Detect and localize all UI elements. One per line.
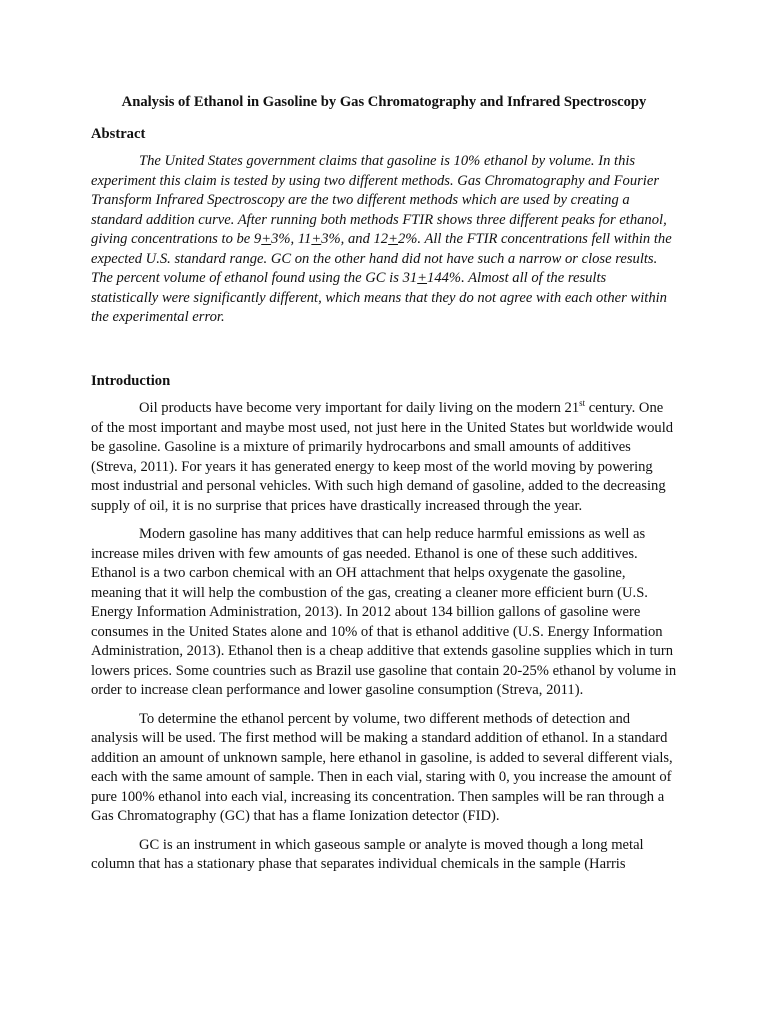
abstract-paragraph [91,152,677,328]
plus-minus-4: + [417,270,428,286]
document-title: Analysis of Ethanol in Gasoline by Gas Chromatography and Infrared Spectroscopy [121,94,647,110]
intro-paragraph-1 [91,399,677,516]
document-body [91,91,677,884]
abstract-heading: Abstract [91,125,146,142]
intro-p1-text-b: century. One of the most important and maybe most used, not just here in the United States but worldwide would be gasoline. Gasoline is a mixture of primarily hydrocarbons and small amounts of additives (Streva, 2011). For years it has generated energy to keep most of the world moving by powering most industrial and personal vehicles. With such high demand of gasoline, added to the decreasing supply of oil, it is no surprise that prices have drastically increased through the year. [91,400,674,514]
abstract-text-a: The United States government claims that gasoline is 10% ethanol by volume. In this experiment this claim is tested by using two different methods. Gas Chromatography and Fourier Transform Infrared Spectroscopy are the two different methods which are used by creating a standard addition curve. After running both methods FTIR shows three different peaks for ethanol, giving concentrations to be 9 [91,153,667,247]
intro-p1-text-a: Oil products have become very important for daily living on the modern 21 [139,400,580,416]
plus-minus-2: + [311,231,322,247]
abstract-text-b: 3%, 11 [271,231,312,247]
abstract-text-e: 144%. Almost all of the results statistically were significantly different, which means that they do not agree with each other within the experimental error. [91,270,667,325]
ordinal-superscript: st [579,398,586,409]
introduction-heading: Introduction [91,372,171,389]
intro-paragraph-2: Modern gasoline has many additives that can help reduce harmful emissions as well as increase miles driven with few amounts of gas needed. Ethanol is one of these such additives. Ethanol is a two carbon chemical with an OH attachment that helps oxygenate the gasoline, meaning that it will help the combustion of the gas, creating a cleaner more efficient burn (U.S. Energy Information Administration, 2013). In 2012 about 134 billion gallons of gasoline were consumes in the United States alone and 10% of that is ethanol additive (U.S. Energy Information Administration, 2013). Ethanol then is a cheap additive that extends gasoline supplies which in turn lowers prices. Some countries such as Brazil use gasoline that contain 20-25% ethanol by volume in order to increase clean performance and lower gasoline consumption (Streva, 2011). [91,526,677,698]
abstract-text-d: 2%. All the FTIR concentrations fell within the expected U.S. standard range. GC on the other hand did not have such a narrow or close results. The percent volume of ethanol found using the GC is 31 [91,231,672,286]
intro-paragraph-3: To determine the ethanol percent by volume, two different methods of detection and analysis will be used. The first method will be making a standard addition of ethanol. In a standard addition an amount of unknown sample, here ethanol in gasoline, is added to several different vials, each with the same amount of sample. Then in each vial, staring with 0, you increase the amount of pure 100% ethanol into each vial, increasing its concentration. Then samples will be ran through a Gas Chromatography (GC) that has a flame Ionization detector (FID). [91,710,673,824]
plus-minus-1: + [261,231,272,247]
intro-paragraph-4: GC is an instrument in which gaseous sample or analyte is moved though a long metal column that has a stationary phase that separates individual chemicals in the sample (Harris [91,836,644,872]
abstract-text-c: 3%, and 12 [321,231,389,247]
plus-minus-3: + [388,231,398,247]
